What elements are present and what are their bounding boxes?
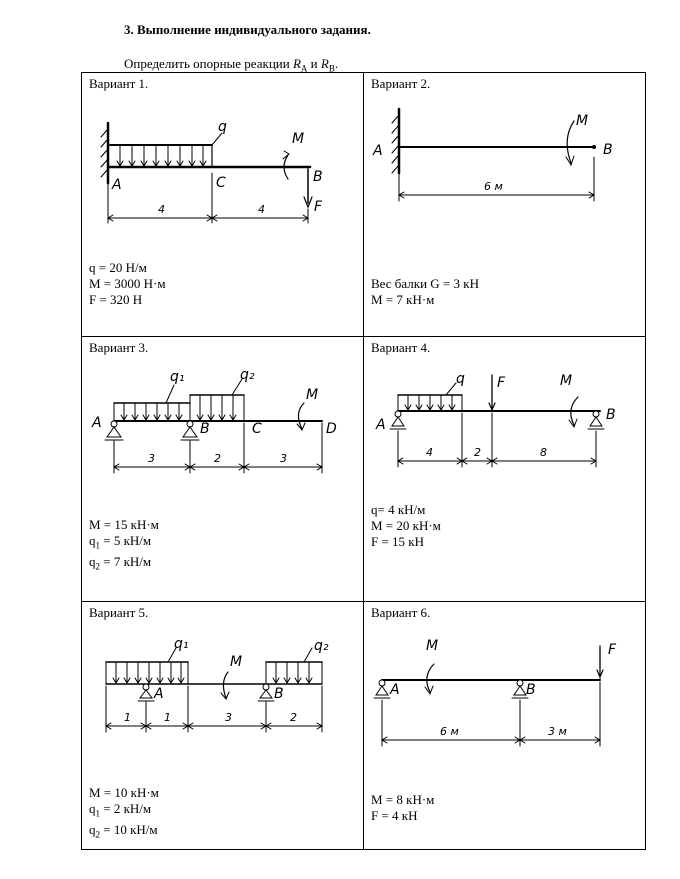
variant-1-title: Вариант 1. — [89, 76, 149, 91]
variant-4-cell — [364, 337, 646, 602]
task-statement — [124, 56, 338, 74]
v2-param-g: Вес балки G = 3 кН — [371, 276, 479, 291]
v4-param-q: q= 4 кН/м — [371, 502, 426, 517]
v5-param-q2 — [89, 822, 159, 843]
variant-4-params — [371, 502, 441, 550]
v5-dim-4: 2 — [290, 711, 297, 724]
v5-q1-val: = 2 кН/м — [100, 801, 152, 816]
variant-5-title: Вариант 5. — [89, 605, 149, 620]
v3-q1-sym: q — [89, 533, 96, 548]
variant-4-diagram — [364, 337, 645, 601]
variant-4-title: Вариант 4. — [371, 340, 431, 355]
v4-q-label: q — [456, 371, 465, 387]
v3-q2-label: q₂ — [240, 367, 255, 383]
v5-dim-3: 3 — [225, 711, 232, 724]
v5-q1-label: q₁ — [174, 636, 189, 652]
v3-param-q1 — [89, 533, 159, 554]
v5-q2-sub: 2 — [95, 829, 100, 840]
v3-a-label: A — [92, 415, 102, 431]
v1-dim-1: 4 — [158, 203, 165, 216]
v6-m-label: M — [426, 638, 439, 654]
variant-1-cell — [82, 73, 364, 337]
v6-dim-1: 6 м — [440, 725, 459, 738]
task-and: и — [310, 56, 318, 71]
variant-6-title: Вариант 6. — [371, 605, 431, 620]
v4-a-label: A — [376, 417, 386, 433]
v2-b-label: B — [603, 142, 613, 158]
rb-letter: R — [320, 56, 329, 71]
v1-dim-2: 4 — [258, 203, 265, 216]
v3-param-q2 — [89, 554, 159, 575]
variant-3-cell — [82, 337, 364, 602]
v3-q1-label: q₁ — [170, 369, 185, 385]
v3-param-m: M = 15 кН·м — [89, 517, 159, 532]
v3-b-label: B — [200, 421, 210, 437]
v4-dim-2: 2 — [474, 446, 481, 459]
v3-q1-sub: 1 — [95, 540, 100, 551]
v6-param-f: F = 4 кН — [371, 808, 418, 823]
v3-q2-val: = 7 кН/м — [100, 553, 152, 569]
v5-m-label: M — [230, 654, 243, 670]
v5-q2-sym: q — [89, 821, 96, 837]
v3-dim-2: 2 — [214, 452, 221, 465]
v6-f-label: F — [608, 642, 617, 658]
v6-a-label: A — [390, 682, 400, 698]
variants-table — [81, 72, 646, 850]
v3-dim-3: 3 — [280, 452, 287, 465]
v5-dim-1: 1 — [124, 711, 131, 724]
v6-param-m: M = 8 кН·м — [371, 792, 435, 807]
v5-q2-label: q₂ — [314, 638, 329, 654]
v3-m-label: M — [306, 387, 319, 403]
variant-1-params — [89, 260, 166, 308]
variant-6-params — [371, 792, 434, 824]
v1-c-label: C — [216, 175, 226, 191]
v4-dim-3: 8 — [540, 446, 547, 459]
v1-param-m: M = 3000 Н·м — [89, 276, 166, 291]
v2-dim-1: 6 м — [484, 180, 503, 193]
task-end: . — [334, 56, 339, 71]
v1-param-f: F = 320 Н — [89, 292, 143, 307]
v5-q1-sub: 1 — [95, 808, 100, 819]
v4-param-f: F = 15 кН — [371, 534, 425, 549]
v4-f-label: F — [497, 375, 506, 391]
rb-sub: B — [328, 63, 335, 74]
v1-a-label: A — [112, 177, 122, 193]
task-prefix: Определить опорные реакции — [124, 56, 290, 71]
variant-6-cell — [364, 602, 646, 850]
v4-dim-1: 4 — [426, 446, 433, 459]
ra-letter: R — [292, 56, 301, 71]
variant-5-cell — [82, 602, 364, 850]
variant-3-params — [89, 517, 159, 574]
v5-param-m: M = 10 кН·м — [89, 785, 159, 800]
v3-q1-val: = 5 кН/м — [100, 533, 152, 548]
v4-param-m: M = 20 кН·м — [371, 518, 441, 533]
ra-sub: A — [300, 63, 308, 74]
v3-q2-sub: 2 — [95, 561, 100, 572]
v5-dim-2: 1 — [164, 711, 171, 724]
v5-b-label: B — [274, 686, 284, 702]
variant-2-cell — [364, 73, 646, 337]
v2-param-m: M = 7 кН·м — [371, 292, 435, 307]
variant-3-title: Вариант 3. — [89, 340, 149, 355]
v4-b-label: B — [606, 407, 616, 423]
v4-m-label: M — [560, 373, 573, 389]
v6-dim-2: 3 м — [548, 725, 567, 738]
v1-b-label: B — [313, 169, 323, 185]
v3-c-label: C — [252, 421, 262, 437]
v5-q1-sym: q — [89, 801, 96, 816]
v3-d-label: D — [326, 421, 337, 437]
v2-m-label: M — [576, 113, 589, 129]
v3-dim-1: 3 — [148, 452, 155, 465]
v1-f-label: F — [314, 199, 323, 215]
v5-param-q1 — [89, 801, 159, 822]
v1-param-q: q = 20 Н/м — [89, 260, 147, 275]
v3-q2-sym: q — [89, 553, 96, 569]
v5-q2-val: = 10 кН/м — [100, 821, 158, 837]
v2-a-label: A — [373, 143, 383, 159]
variant-2-params — [371, 276, 479, 308]
v5-a-label: A — [154, 686, 164, 702]
v1-q-label: q — [218, 119, 227, 135]
v1-m-label: M — [292, 131, 305, 147]
section-heading: 3. Выполнение индивидуального задания. — [124, 22, 371, 37]
variant-5-params — [89, 785, 159, 842]
v6-b-label: B — [526, 682, 536, 698]
variant-2-title: Вариант 2. — [371, 76, 431, 91]
